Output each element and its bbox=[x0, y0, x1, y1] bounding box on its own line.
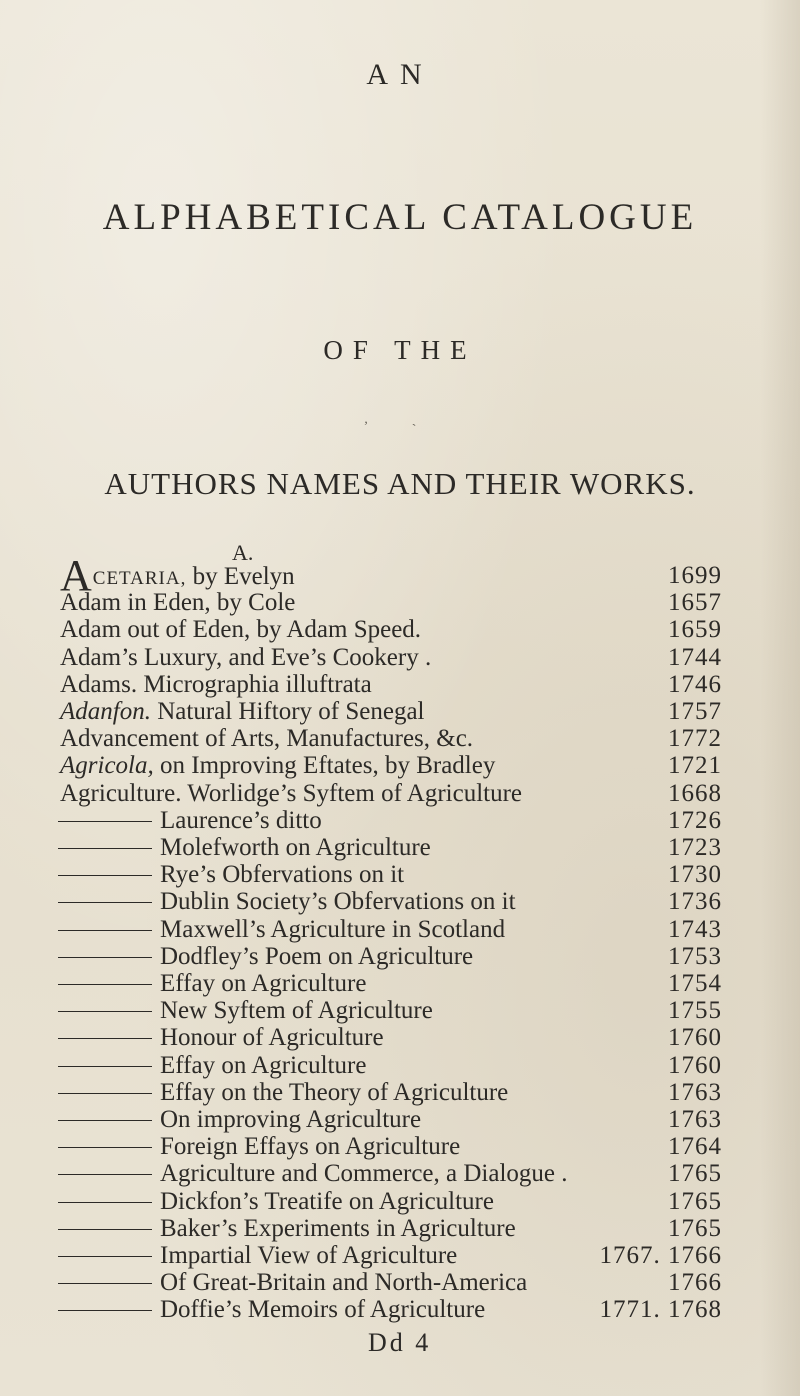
section-letter: A. bbox=[232, 540, 254, 565]
ditto-dash bbox=[58, 1093, 152, 1094]
entry-year: 1772 bbox=[668, 725, 722, 753]
entry-year: 1754 bbox=[668, 970, 722, 997]
entry-year: 1757 bbox=[668, 698, 722, 725]
entry-year: 1753 bbox=[668, 942, 722, 970]
entry-year: 1766 bbox=[668, 1269, 722, 1297]
entry-title-text: Maxwell’s Agriculture in Scotland bbox=[160, 915, 506, 943]
entry-title-text: Rye’s Obfervations on it bbox=[160, 861, 405, 889]
ditto-dash bbox=[58, 875, 152, 876]
entry-title-text: Foreign Effays on Agriculture bbox=[160, 1133, 461, 1161]
entry-year: 1765 bbox=[668, 1160, 722, 1188]
entry-year: 1743 bbox=[668, 915, 722, 943]
entry-year: 1763 bbox=[668, 1078, 722, 1106]
ditto-dash bbox=[58, 1147, 152, 1148]
heading-authors-names: AUTHORS NAMES AND THEIR WORKS. bbox=[104, 466, 696, 501]
entry-title-text: on Improving Eftates, by Bradley bbox=[153, 752, 496, 780]
ditto-dash bbox=[58, 1038, 152, 1039]
entry-initial-capital: A bbox=[60, 551, 92, 600]
entry-year: 1657 bbox=[668, 589, 722, 617]
entry-year: 1736 bbox=[668, 888, 722, 916]
entry-year: 1760 bbox=[668, 1024, 722, 1052]
entry-year: 1755 bbox=[668, 997, 722, 1025]
entry-title-text: Of Great-Britain and North-America bbox=[160, 1269, 528, 1297]
entry-year: 1763 bbox=[668, 1106, 722, 1133]
ditto-dash bbox=[58, 1202, 152, 1203]
entry-year: 1726 bbox=[668, 806, 722, 834]
entry-author-italic: Adanfon. bbox=[60, 698, 151, 725]
entry-title-text: Impartial View of Agriculture bbox=[160, 1242, 458, 1269]
ditto-dash bbox=[58, 930, 152, 931]
ditto-dash bbox=[58, 984, 152, 985]
entry-year: 1765 bbox=[668, 1187, 722, 1215]
ditto-dash bbox=[58, 1283, 152, 1284]
entry-title bbox=[160, 1291, 485, 1329]
entry-year: 1744 bbox=[668, 643, 722, 671]
entry-year: 1746 bbox=[668, 670, 722, 698]
entry-title-text: Dodfley’s Poem on Agriculture bbox=[160, 942, 474, 970]
entry-title-text: Advancement of Arts, Manufactures, &c. bbox=[60, 725, 474, 753]
entry-year: 1723 bbox=[668, 834, 722, 861]
entry-year: 1767. 1766 bbox=[599, 1242, 722, 1269]
ditto-dash bbox=[58, 957, 152, 958]
page-signature: Dd 4 bbox=[368, 1328, 432, 1357]
entry-title-text: Laurence’s ditto bbox=[160, 806, 322, 834]
ditto-dash bbox=[58, 902, 152, 903]
entry-title-text: Molefworth on Agriculture bbox=[160, 834, 431, 861]
heading-an: AN bbox=[366, 58, 434, 91]
entry-title-text: Adam’s Luxury, and Eve’s Cookery . bbox=[60, 643, 432, 671]
entry-year: 1764 bbox=[668, 1133, 722, 1161]
entry-title-text: Effay on Agriculture bbox=[160, 1051, 367, 1079]
entry-year: 1721 bbox=[668, 752, 722, 780]
catalogue-entry bbox=[0, 1291, 800, 1329]
ditto-dash bbox=[58, 1229, 152, 1230]
entry-title-text: Dublin Society’s Obfervations on it bbox=[160, 888, 516, 916]
entry-author-italic: Agricola, bbox=[60, 752, 154, 780]
ditto-dash bbox=[58, 1310, 152, 1311]
entry-title-text: Agriculture and Commerce, a Dialogue . bbox=[160, 1160, 568, 1188]
entry-title-text: Effay on Agriculture bbox=[160, 970, 367, 997]
entry-year: 1730 bbox=[668, 861, 722, 889]
entry-year: 1765 bbox=[668, 1214, 722, 1242]
entry-title-text: Natural Hiftory of Senegal bbox=[150, 698, 425, 725]
ditto-dash bbox=[58, 1174, 152, 1175]
ditto-dash bbox=[58, 1256, 152, 1257]
ditto-dash bbox=[58, 821, 152, 822]
entry-year: 1659 bbox=[668, 616, 722, 644]
entry-title-text: Agriculture. Worlidge’s Syftem of Agriculture bbox=[60, 779, 523, 807]
entry-title-text: Doffie’s Memoirs of Agriculture bbox=[160, 1296, 486, 1324]
ornament-marks: ‚ ˏ bbox=[363, 412, 437, 427]
entry-title-text: Adam in Eden, by Cole bbox=[60, 589, 296, 617]
entry-year: 1668 bbox=[668, 779, 722, 807]
heading-of-the: OF THE bbox=[323, 335, 477, 365]
entry-title-text: On improving Agriculture bbox=[160, 1106, 422, 1133]
entry-smallcaps: CETARIA, bbox=[92, 568, 187, 589]
entry-title-text: by Evelyn bbox=[186, 563, 295, 590]
entry-title-text: Effay on the Theory of Agriculture bbox=[160, 1078, 509, 1106]
entry-year: 1771. 1768 bbox=[599, 1296, 722, 1324]
entry-year: 1699 bbox=[668, 562, 722, 589]
ditto-dash bbox=[58, 1011, 152, 1012]
entry-year: 1760 bbox=[668, 1051, 722, 1079]
entry-title-text: Honour of Agriculture bbox=[160, 1024, 384, 1052]
heading-alphabetical-catalogue: ALPHABETICAL CATALOGUE bbox=[102, 197, 698, 238]
ditto-dash bbox=[58, 1066, 152, 1067]
entry-title-text: Baker’s Experiments in Agriculture bbox=[160, 1214, 516, 1242]
entry-title-text: New Syftem of Agriculture bbox=[160, 997, 433, 1025]
entry-title-text: Adams. Micrographia illuftrata bbox=[60, 670, 372, 698]
ditto-dash bbox=[58, 848, 152, 849]
ditto-dash bbox=[58, 1120, 152, 1121]
entry-title-text: Adam out of Eden, by Adam Speed. bbox=[60, 616, 422, 644]
entry-title-text: Dickfon’s Treatife on Agriculture bbox=[160, 1187, 494, 1215]
